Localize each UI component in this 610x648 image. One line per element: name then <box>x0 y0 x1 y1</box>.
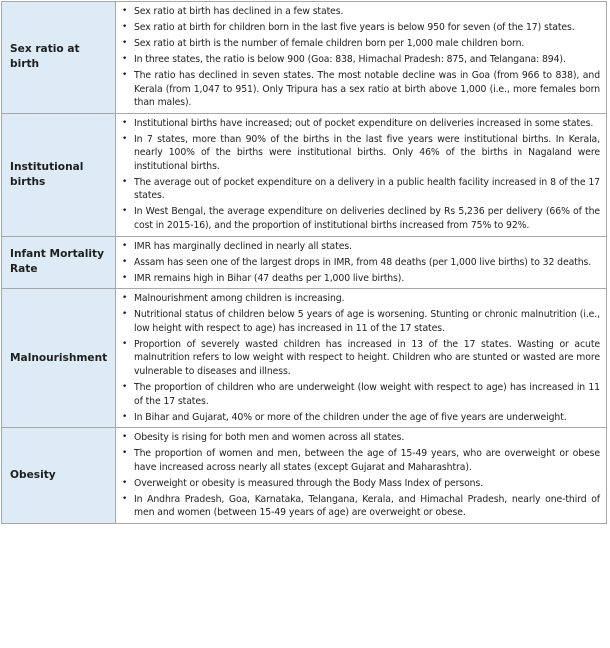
bullet-icon: • <box>122 338 128 349</box>
section-points <box>116 236 607 289</box>
bullet-point: • The ratio has declined in seven states. The most notable decline was in Goa (from 966 to 838), and Kerala (from 1,047 to 951). Only Tripura has a sex ratio at birth above 1,000 (i.e., more females born than males). <box>122 69 600 109</box>
bullet-icon: • <box>122 21 128 32</box>
section-row-obesity <box>2 428 607 524</box>
bullet-point: • In three states, the ratio is below 900 (Goa: 838, Himachal Pradesh: 875, and Telangana: 894). <box>122 53 566 65</box>
bullet-point: • IMR has marginally declined in nearly all states. <box>122 240 352 252</box>
bullet-icon: • <box>122 133 128 144</box>
bullet-icon: • <box>122 272 128 283</box>
section-topic: Obesity <box>2 428 116 524</box>
section-row-sex-ratio <box>2 2 607 114</box>
bullet-icon: • <box>122 37 128 48</box>
bullet-icon: • <box>122 477 128 488</box>
bullet-point: • Assam has seen one of the largest drops in IMR, from 48 deaths (per 1,000 live births) to 32 deaths. <box>122 256 592 268</box>
bullet-list <box>116 292 600 424</box>
bullet-point: • Malnourishment among children is increasing. <box>122 293 345 305</box>
bullet-point: • Nutritional status of children below 5 years of age is worsening. Stunting or chronic malnutrition (i.e., low height with respect to age) has increased in 11 of the 17 states. <box>122 309 600 334</box>
bullet-point: • Obesity is rising for both men and women across all states. <box>122 432 405 444</box>
bullet-icon: • <box>122 69 128 80</box>
bullet-point: • In Bihar and Gujarat, 40% or more of the children under the age of five years are underweight. <box>122 411 567 423</box>
section-points <box>116 2 607 114</box>
section-topic: Sex ratio at birth <box>2 2 116 114</box>
bullet-icon: • <box>122 53 128 64</box>
bullet-list <box>116 240 600 286</box>
bullet-point: • In West Bengal, the average expenditure on deliveries declined by Rs 5,236 per delivery (66% of the cost in 2015-16), and the proportion of institutional births increased from 75% to 92%. <box>122 206 600 232</box>
section-points <box>116 428 607 524</box>
bullet-list <box>116 117 600 233</box>
bullet-point: • Sex ratio at birth has declined in a few states. <box>122 6 344 17</box>
bullet-icon: • <box>122 309 128 320</box>
section-points <box>116 289 607 428</box>
bullet-icon: • <box>122 176 128 187</box>
bullet-icon: • <box>122 448 128 459</box>
bullet-point: • Sex ratio at birth for children born in the last five years is below 950 for seven (of the 17) states. <box>122 21 575 33</box>
bullet-point: • The proportion of children who are underweight (low weight with respect to age) has increased in 11 of the 17 states. <box>122 381 600 407</box>
section-row-institutional-births <box>2 113 607 236</box>
section-points <box>116 113 607 236</box>
bullet-point: • Overweight or obesity is measured through the Body Mass Index of persons. <box>122 477 484 489</box>
bullet-point: • Sex ratio at birth is the number of female children born per 1,000 male children born. <box>122 37 525 49</box>
section-topic: Malnourishment <box>2 289 116 428</box>
findings-table <box>1 1 607 524</box>
bullet-icon: • <box>122 206 128 217</box>
bullet-point: • The proportion of women and men, between the age of 15-49 years, who are overweight or obese have increased across nearly all states (except Gujarat and Maharashtra). <box>122 448 600 473</box>
bullet-icon: • <box>122 432 128 443</box>
bullet-icon: • <box>122 493 128 504</box>
bullet-icon: • <box>122 381 128 392</box>
section-row-infant-mortality <box>2 236 607 289</box>
bullet-icon: • <box>122 6 128 16</box>
bullet-list <box>116 5 600 110</box>
section-topic: Institutional births <box>2 113 116 236</box>
bullet-icon: • <box>122 411 128 422</box>
section-topic: Infant Mortality Rate <box>2 236 116 289</box>
bullet-point: • IMR remains high in Bihar (47 deaths per 1,000 live births). <box>122 272 405 284</box>
section-row-malnourishment <box>2 289 607 428</box>
bullet-icon: • <box>122 117 128 128</box>
bullet-point: • In Andhra Pradesh, Goa, Karnataka, Telangana, Kerala, and Himachal Pradesh, nearly one-third of men and women (between 15-49 years of age) are overweight or obese. <box>122 493 600 519</box>
bullet-icon: • <box>122 293 128 304</box>
bullet-point: • The average out of pocket expenditure on a delivery in a public health facility increased in 8 of the 17 states. <box>122 176 600 202</box>
bullet-point: • Institutional births have increased; out of pocket expenditure on deliveries increased in some states. <box>122 117 594 129</box>
bullet-icon: • <box>122 256 128 267</box>
bullet-point: • Proportion of severely wasted children has increased in 13 of the 17 states. Wasting or acute malnutrition refers to low weight with respect to height. Children who are stunted or wasted are more vulnerable to diseases and illness. <box>122 338 600 377</box>
bullet-point: • In 7 states, more than 90% of the births in the last five years were institutional births. In Kerala, nearly 100% of the births were institutional births. Only 46% of the births in Nagaland were institutional births. <box>122 133 600 172</box>
bullet-list <box>116 431 600 520</box>
bullet-icon: • <box>122 240 128 251</box>
